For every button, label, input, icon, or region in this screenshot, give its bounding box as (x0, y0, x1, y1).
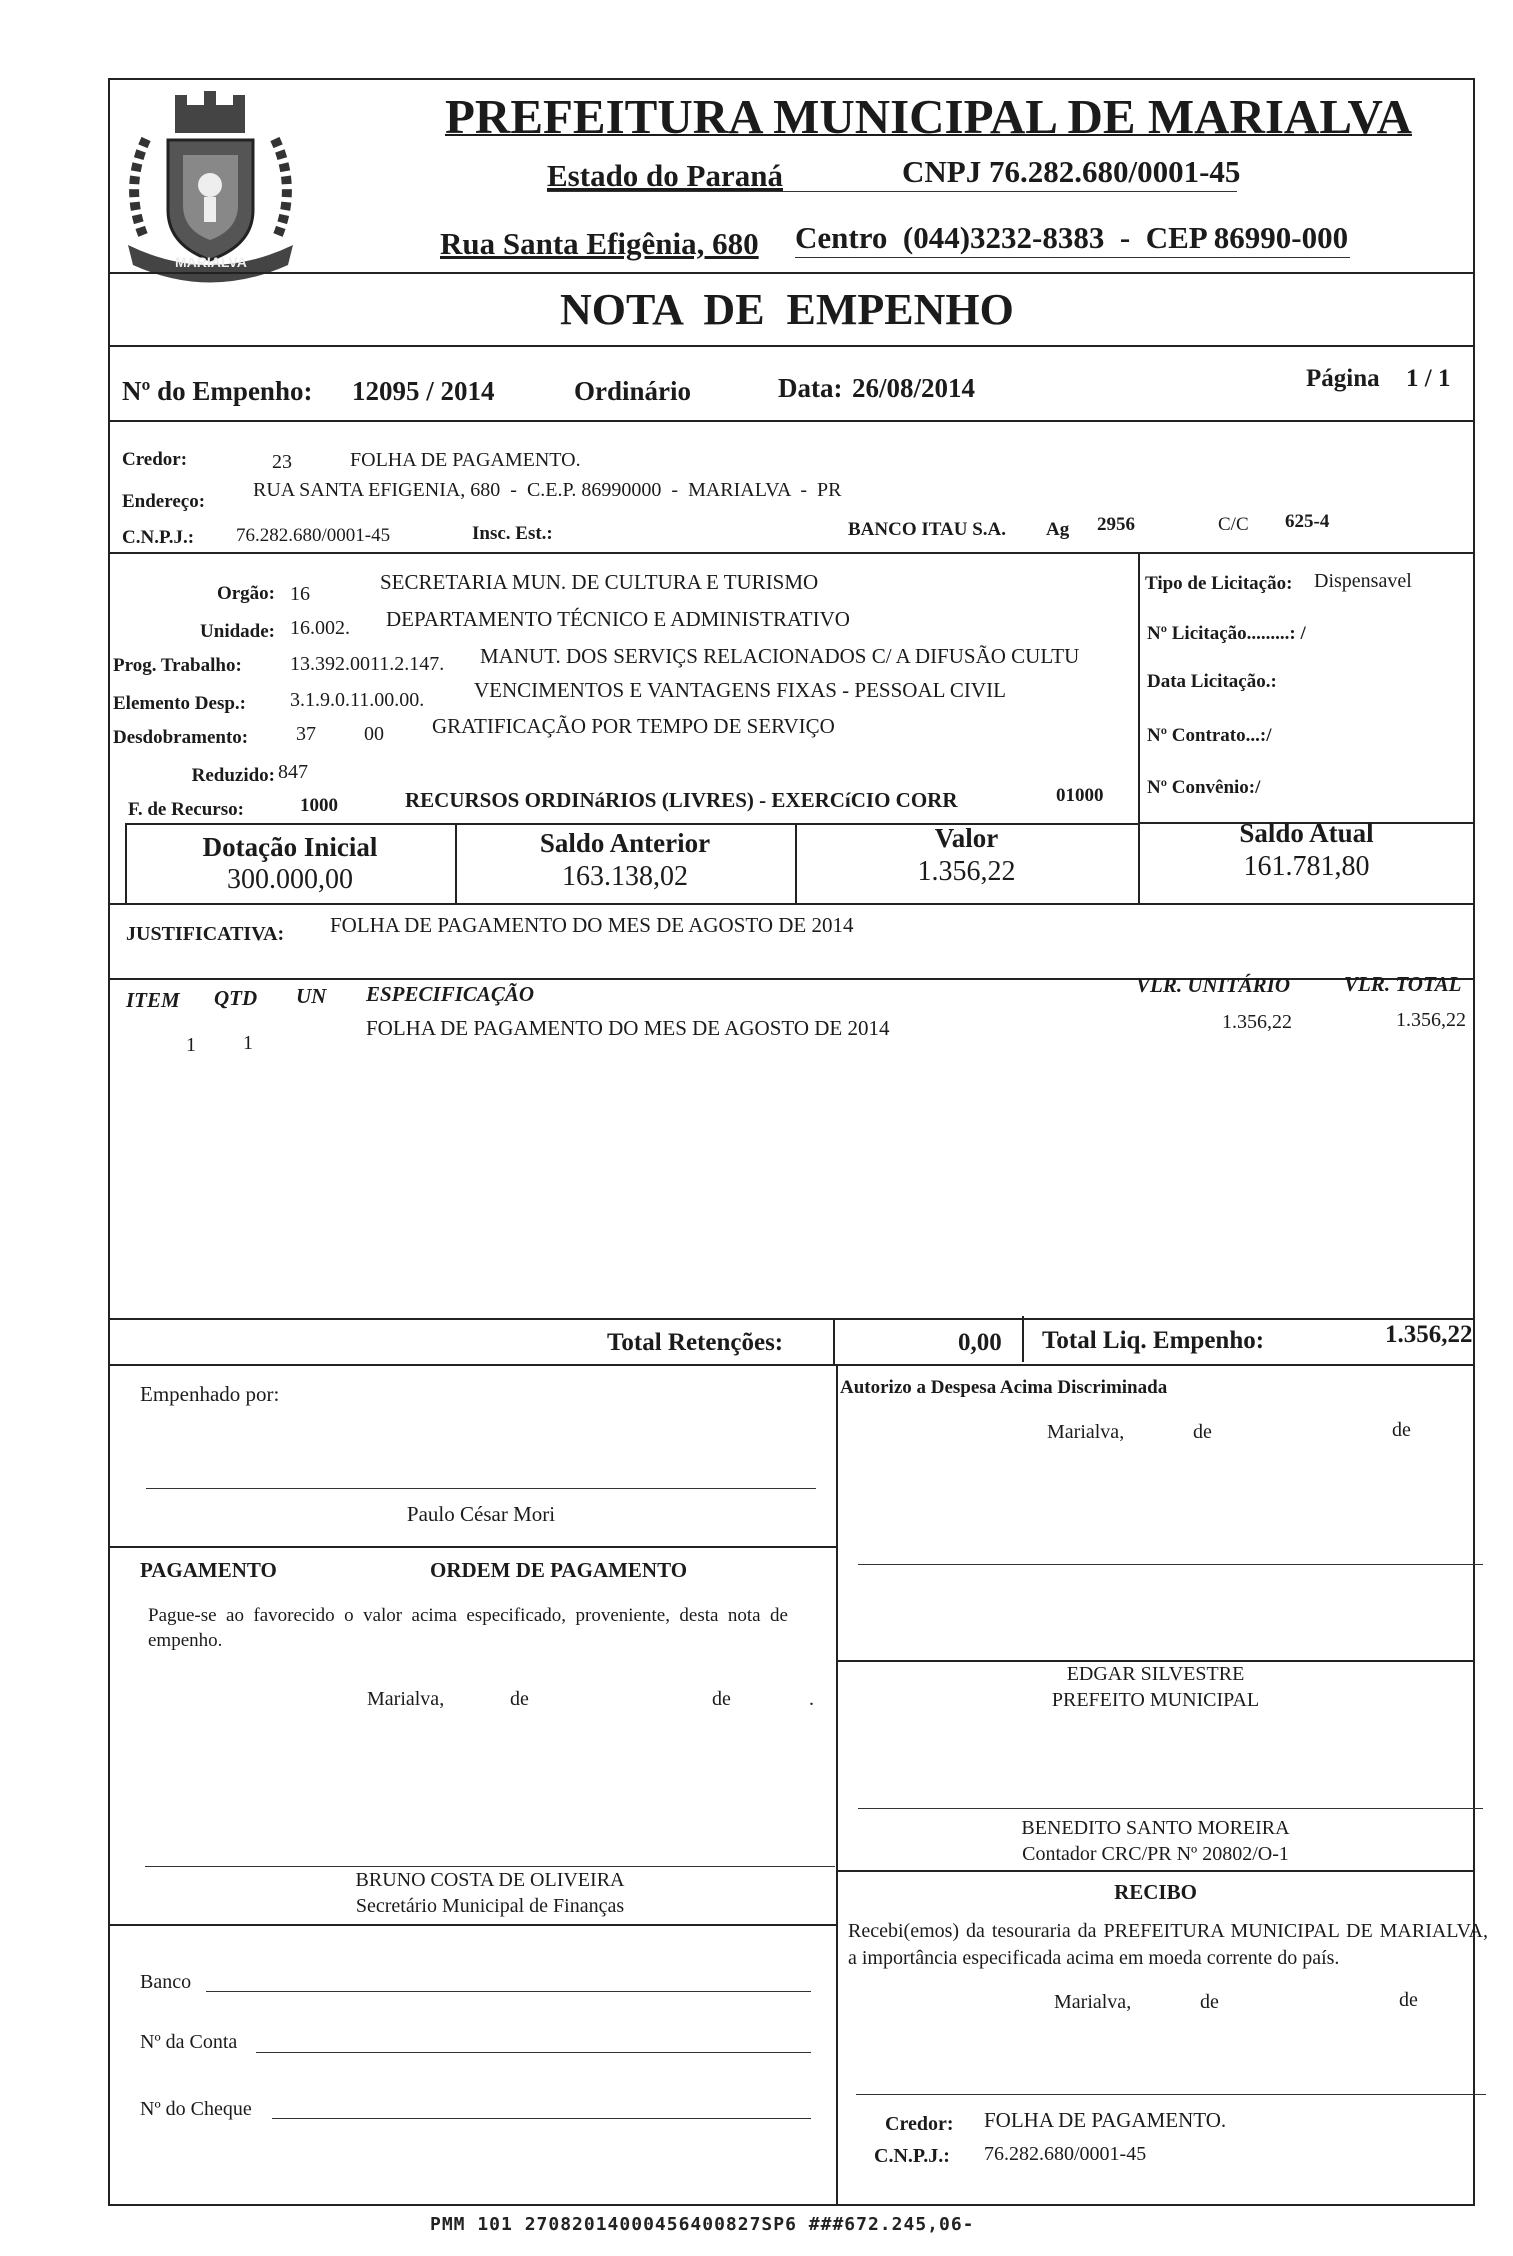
empenho-number-label: Nº do Empenho: (122, 376, 313, 406)
pagamento-date-dot: . (809, 1688, 814, 1710)
autorizo-label: Autorizo a Despesa Acima Discriminada (840, 1377, 1168, 1398)
elemento-label: Elemento Desp.: (113, 693, 246, 714)
cnpj-label: C.N.P.J.: (122, 527, 195, 548)
numero-licitacao: Nº Licitação.........: / (1147, 623, 1306, 644)
items-header-qtd: QTD (214, 986, 258, 1010)
desdobramento-a: 37 (296, 723, 316, 745)
ordem-pagamento-label: ORDEM DE PAGAMENTO (430, 1558, 688, 1582)
fonte-recurso-label: F. de Recurso: (128, 799, 244, 820)
creditor-name: FOLHA DE PAGAMENTO. (350, 449, 581, 471)
fonte-recurso-code: 1000 (300, 795, 338, 816)
municipality-title: PREFEITURA MUNICIPAL DE MARIALVA (445, 89, 1412, 144)
elemento-name: VENCIMENTOS E VANTAGENS FIXAS - PESSOAL CIVIL (474, 678, 1006, 702)
empenho-divider (108, 420, 1475, 422)
totals-sep-2 (1022, 1316, 1024, 1362)
fonte-recurso-extra: 01000 (1056, 785, 1104, 806)
autorizo-signature-line (858, 1564, 1483, 1565)
recibo-title: RECIBO (1114, 1880, 1197, 1904)
recibo-text: Recebi(emos) da tesouraria da PREFEITURA MUNICIPAL DE MARIALVA, a importância especificada acima em moeda corrente do país. (848, 1920, 1488, 1969)
creditor-code: 23 (272, 451, 292, 473)
orgao-code: 16 (290, 583, 310, 605)
item-unit-value: 1.356,22 (1222, 1011, 1292, 1033)
autorizo-city: Marialva, (1047, 1421, 1125, 1443)
dotacao-label: Dotação Inicial (202, 832, 378, 862)
agency-number: 2956 (1097, 514, 1135, 535)
prog-trabalho-name: MANUT. DOS SERVIÇS RELACIONADOS C/ A DIFUSÃO CULTU (480, 644, 1080, 668)
totals-bottom-divider (108, 1364, 1475, 1366)
creditor-address: RUA SANTA EFIGENIA, 680 - C.E.P. 86990000 - MARIALVA - PR (253, 479, 842, 501)
banco-field-line[interactable] (206, 1991, 811, 1992)
numero-contrato: Nº Contrato...:/ (1147, 725, 1272, 746)
empenho-type: Ordinário (574, 376, 692, 406)
empenhado-signature-line (146, 1488, 816, 1489)
state-text: Estado do Paraná (547, 158, 783, 193)
data-licitacao: Data Licitação.: (1147, 671, 1277, 692)
items-header-spec: ESPECIFICAÇÃO (366, 982, 535, 1006)
empenho-date: 26/08/2014 (852, 373, 976, 403)
tipo-licitacao-value: Dispensavel (1314, 570, 1412, 592)
reduzido-value: 847 (278, 761, 308, 783)
contador-signature-line (858, 1808, 1483, 1809)
autorizo-de-2: de (1392, 1419, 1411, 1441)
page-number: 1 / 1 (1406, 365, 1451, 392)
retencoes-value: 0,00 (958, 1329, 1002, 1356)
signature-column-divider (836, 1364, 838, 2206)
creditor-label: Credor: (122, 449, 188, 470)
saldo-atual-value: 161.781,80 (1243, 851, 1370, 882)
desdobramento-name: GRATIFICAÇÃO POR TEMPO DE SERVIÇO (432, 714, 835, 738)
contact-underline (795, 257, 1350, 258)
cheque-label: Nº do Cheque (140, 2098, 252, 2120)
pagamento-divider (108, 1546, 836, 1548)
recibo-de-2: de (1399, 1989, 1418, 2011)
item-spec: FOLHA DE PAGAMENTO DO MES DE AGOSTO DE 2014 (366, 1016, 890, 1040)
liquido-value: 1.356,22 (1385, 1321, 1473, 1348)
page-label: Página (1306, 365, 1380, 392)
account-label: C/C (1218, 514, 1249, 535)
orgao-label: Orgão: (216, 583, 275, 604)
state-underline (547, 191, 1237, 192)
banco-label: Banco (140, 1971, 192, 1993)
totals-sep-1 (833, 1318, 835, 1364)
recibo-city: Marialva, (1054, 1991, 1132, 2013)
items-header-item: ITEM (126, 988, 180, 1012)
valor-value: 1.356,22 (917, 856, 1016, 887)
dotacao-value: 300.000,00 (227, 864, 353, 895)
cnpj-header: CNPJ 76.282.680/0001-45 (902, 154, 1241, 189)
item-qtd: 1 (243, 1032, 253, 1054)
saldo-anterior-value: 163.138,02 (562, 861, 688, 892)
account-number: 625-4 (1285, 511, 1330, 532)
pagamento-city: Marialva, (367, 1688, 445, 1710)
tipo-licitacao-label: Tipo de Licitação: (1145, 573, 1293, 594)
liquido-label: Total Liq. Empenho: (1042, 1327, 1265, 1354)
justification-text: FOLHA DE PAGAMENTO DO MES DE AGOSTO DE 2014 (330, 913, 854, 937)
recibo-cnpj: 76.282.680/0001-45 (984, 2143, 1147, 2165)
address-label: Endereço: (122, 491, 206, 512)
secretario-title: Secretário Municipal de Finanças (355, 1895, 625, 1917)
title-divider (108, 345, 1475, 347)
cheque-field-line[interactable] (272, 2118, 811, 2119)
fonte-recurso-name: RECURSOS ORDINáRIOS (LIVRES) - EXERCíCIO CORR (405, 788, 958, 812)
ordem-pagamento-text: Pague-se ao favorecido o valor acima especificado, proveniente, desta nota de empenho. (148, 1605, 788, 1651)
document-title: NOTA DE EMPENHO (560, 285, 1014, 334)
unidade-label: Unidade: (200, 621, 275, 642)
justification-label: JUSTIFICATIVA: (126, 923, 285, 945)
items-header-un: UN (296, 984, 327, 1008)
elemento-code: 3.1.9.0.11.00.00. (290, 689, 425, 711)
creditor-cnpj: 76.282.680/0001-45 (236, 525, 391, 546)
contador-title: Contador CRC/PR Nº 20802/O-1 (1022, 1843, 1289, 1865)
address-header: Rua Santa Efigênia, 680 (440, 226, 759, 261)
footer-control-code: PMM 101 27082014000456400827SP6 ###672.245,06- (430, 2214, 975, 2235)
empenhado-name: Paulo César Mori (406, 1502, 556, 1526)
recibo-de-1: de (1200, 1991, 1219, 2013)
saldo-atual-label: Saldo Atual (1239, 818, 1374, 848)
header-divider (108, 272, 1475, 274)
balances-bottom-divider (108, 903, 1475, 905)
prefeito-name: EDGAR SILVESTRE (1066, 1663, 1245, 1685)
insc-est-label: Insc. Est.: (472, 523, 553, 544)
contact-header: Centro (044)3232-8383 - CEP 86990-000 (795, 220, 1349, 255)
retencoes-label: Total Retenções: (607, 1329, 784, 1356)
prog-trabalho-label: Prog. Trabalho: (113, 655, 242, 676)
recibo-divider (836, 1870, 1475, 1872)
empenho-number: 12095 / 2014 (352, 376, 495, 406)
emblem-ribbon-text: MARIALVA (175, 254, 247, 270)
recibo-credor-name: FOLHA DE PAGAMENTO. (984, 2108, 1227, 2132)
numero-convenio: Nº Convênio:/ (1147, 777, 1261, 798)
pagamento-de-2: de (712, 1688, 731, 1710)
unidade-code: 16.002. (290, 617, 350, 639)
pagamento-label: PAGAMENTO (140, 1558, 277, 1582)
items-header-total: VLR. TOTAL (1344, 972, 1462, 996)
desdobramento-label: Desdobramento: (113, 727, 249, 748)
desdobramento-b: 00 (364, 723, 384, 745)
agency-label: Ag (1046, 519, 1070, 540)
banco-divider (108, 1924, 836, 1926)
budget-licitacao-divider (1138, 553, 1140, 836)
conta-field-line[interactable] (256, 2052, 811, 2053)
reduzido-label: Reduzido: (191, 765, 275, 786)
items-header-unit: VLR. UNITÁRIO (1136, 973, 1291, 997)
recibo-signature-line (856, 2094, 1486, 2095)
autorizo-de-1: de (1193, 1421, 1212, 1443)
contador-name: BENEDITO SANTO MOREIRA (1021, 1817, 1290, 1839)
valor-label: Valor (934, 823, 999, 853)
saldo-anterior-label: Saldo Anterior (539, 828, 711, 858)
orgao-name: SECRETARIA MUN. DE CULTURA E TURISMO (380, 570, 819, 594)
prefeito-divider (836, 1660, 1475, 1662)
recibo-credor-label: Credor: (885, 2113, 954, 2135)
unidade-name: DEPARTAMENTO TÉCNICO E ADMINISTRATIVO (386, 607, 850, 631)
bank-name: BANCO ITAU S.A. (848, 519, 1007, 540)
totals-top-divider (108, 1318, 1475, 1320)
secretario-signature-line (145, 1866, 835, 1867)
recibo-cnpj-label: C.N.P.J.: (874, 2145, 950, 2167)
item-total-value: 1.356,22 (1396, 1009, 1466, 1031)
item-number: 1 (186, 1034, 196, 1056)
prog-trabalho-code: 13.392.0011.2.147. (290, 653, 445, 675)
secretario-name: BRUNO COSTA DE OLIVEIRA (355, 1869, 625, 1891)
pagamento-de-1: de (510, 1688, 529, 1710)
prefeito-title: PREFEITO MUNICIPAL (1051, 1689, 1260, 1711)
conta-label: Nº da Conta (140, 2031, 238, 2053)
creditor-divider (108, 552, 1475, 554)
coat-of-arms-icon (113, 85, 308, 290)
empenho-date-label: Data: (778, 373, 843, 403)
empenhado-por-label: Empenhado por: (140, 1382, 280, 1406)
